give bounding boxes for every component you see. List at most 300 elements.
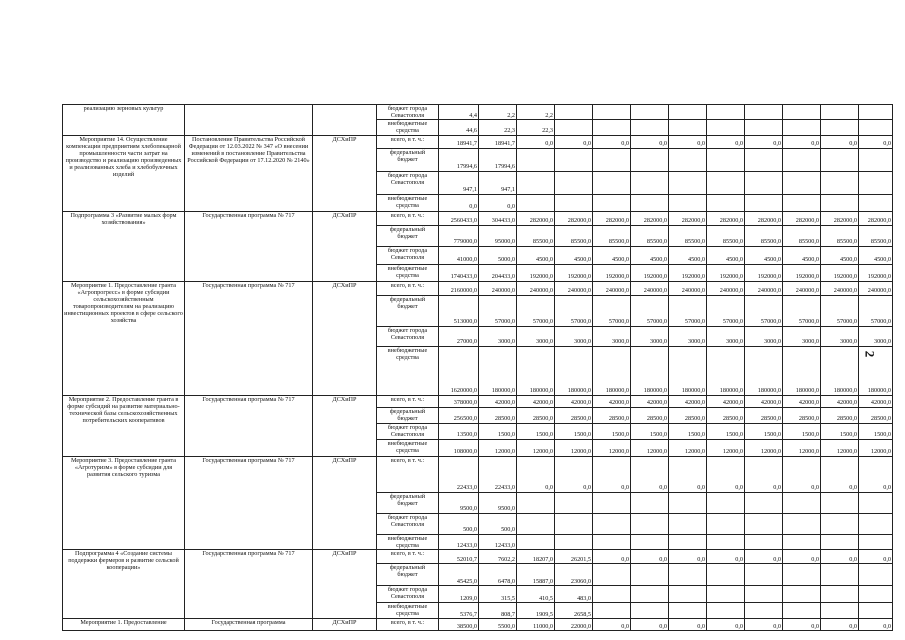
value-cell <box>555 194 593 211</box>
value-cell: 2658,5 <box>555 602 593 618</box>
value-cell: 240000,0 <box>745 281 783 295</box>
value-cell <box>555 148 593 171</box>
value-cell: 947,1 <box>439 171 479 194</box>
value-cell <box>593 602 631 618</box>
value-cell: 282000,0 <box>555 211 593 225</box>
value-cell: 0,0 <box>631 618 669 630</box>
value-cell: 240000,0 <box>669 281 707 295</box>
value-cell: 15887,0 <box>517 563 555 585</box>
value-cell <box>631 120 669 135</box>
value-cell <box>821 602 859 618</box>
value-cell: 282000,0 <box>783 211 821 225</box>
value-cell <box>745 120 783 135</box>
value-cell: 240000,0 <box>707 281 745 295</box>
value-cell: 108000,0 <box>439 439 479 456</box>
value-cell: 12000,0 <box>821 439 859 456</box>
value-cell: 12000,0 <box>631 439 669 456</box>
value-cell: 192000,0 <box>555 264 593 281</box>
value-cell: 42000,0 <box>821 395 859 407</box>
value-cell: 57000,0 <box>555 295 593 326</box>
value-cell: 947,1 <box>479 171 517 194</box>
value-cell <box>707 148 745 171</box>
value-cell: 0,0 <box>669 549 707 563</box>
source-cell: внебюджетные средства <box>377 194 439 211</box>
value-cell: 28500,0 <box>669 407 707 423</box>
value-cell <box>783 602 821 618</box>
value-cell <box>745 585 783 602</box>
activity-cell: реализацию зерновых культур <box>63 105 185 136</box>
executor-cell <box>313 105 377 136</box>
value-cell: 13500,0 <box>439 423 479 439</box>
value-cell: 0,0 <box>783 549 821 563</box>
value-cell: 180000,0 <box>783 346 821 395</box>
value-cell <box>707 563 745 585</box>
value-cell: 1500,0 <box>631 423 669 439</box>
value-cell <box>631 171 669 194</box>
value-cell: 0,0 <box>593 135 631 148</box>
activity-cell: Мероприятие 14. Осуществление компенсации предприятиям хлебопекарной промышленности части затрат на производство и реализацию произведенных и реализованных хлеба и хлебобулочных изделий <box>63 135 185 211</box>
value-cell: 4500,0 <box>555 246 593 264</box>
value-cell: 0,0 <box>745 456 783 492</box>
value-cell: 85500,0 <box>669 225 707 246</box>
value-cell: 42000,0 <box>593 395 631 407</box>
source-cell: внебюджетные средства <box>377 264 439 281</box>
value-cell: 0,0 <box>821 135 859 148</box>
value-cell: 4500,0 <box>821 246 859 264</box>
basis-cell: Постановление Правительства Российской Федерации от 12.03.2022 № 347 «О внесении изменений в постановление Правительства Российской Федерации от 17.12.2020 № 2140» <box>185 135 313 211</box>
basis-cell: Государственная программа № 717 <box>185 456 313 549</box>
value-cell: 0,0 <box>669 618 707 630</box>
value-cell: 42000,0 <box>555 395 593 407</box>
source-cell: федеральный бюджет <box>377 492 439 513</box>
value-cell <box>745 534 783 549</box>
value-cell <box>783 585 821 602</box>
value-cell: 9500,0 <box>439 492 479 513</box>
value-cell: 42000,0 <box>859 395 893 407</box>
value-cell: 240000,0 <box>555 281 593 295</box>
value-cell <box>669 171 707 194</box>
value-cell: 0,0 <box>707 549 745 563</box>
value-cell <box>745 513 783 534</box>
value-cell <box>821 120 859 135</box>
value-cell: 0,0 <box>821 618 859 630</box>
value-cell: 22433,0 <box>479 456 517 492</box>
basis-cell: Государственная программа <box>185 618 313 630</box>
value-cell: 85500,0 <box>821 225 859 246</box>
value-cell: 1500,0 <box>745 423 783 439</box>
value-cell: 180000,0 <box>593 346 631 395</box>
value-cell <box>783 148 821 171</box>
activity-cell: Подпрограмма 4 «Создание системы поддержки фермеров и развитие сельской кооперации» <box>63 549 185 618</box>
value-cell: 0,0 <box>669 135 707 148</box>
value-cell: 95000,0 <box>479 225 517 246</box>
value-cell: 0,0 <box>783 135 821 148</box>
value-cell: 240000,0 <box>479 281 517 295</box>
table-row <box>63 395 893 407</box>
value-cell: 240000,0 <box>859 281 893 295</box>
value-cell: 378000,0 <box>439 395 479 407</box>
value-cell: 57000,0 <box>783 295 821 326</box>
value-cell: 57000,0 <box>707 295 745 326</box>
value-cell: 500,0 <box>439 513 479 534</box>
value-cell <box>593 120 631 135</box>
value-cell: 0,0 <box>821 549 859 563</box>
value-cell: 192000,0 <box>517 264 555 281</box>
value-cell: 5000,0 <box>479 246 517 264</box>
value-cell <box>593 534 631 549</box>
value-cell <box>783 194 821 211</box>
source-cell: бюджет города Севастополя <box>377 105 439 120</box>
table-row <box>63 456 893 492</box>
value-cell <box>859 120 893 135</box>
value-cell <box>783 492 821 513</box>
value-cell: 28500,0 <box>745 407 783 423</box>
value-cell: 256500,0 <box>439 407 479 423</box>
value-cell <box>669 492 707 513</box>
value-cell: 192000,0 <box>783 264 821 281</box>
executor-cell: ДСХиПР <box>313 395 377 456</box>
value-cell: 28500,0 <box>631 407 669 423</box>
value-cell <box>669 534 707 549</box>
value-cell <box>517 534 555 549</box>
value-cell <box>631 563 669 585</box>
value-cell: 282000,0 <box>745 211 783 225</box>
value-cell: 0,0 <box>593 549 631 563</box>
value-cell: 85500,0 <box>593 225 631 246</box>
value-cell: 204433,0 <box>479 264 517 281</box>
value-cell: 9500,0 <box>479 492 517 513</box>
value-cell: 57000,0 <box>631 295 669 326</box>
value-cell <box>555 120 593 135</box>
value-cell: 57000,0 <box>593 295 631 326</box>
budget-table <box>62 104 893 631</box>
value-cell: 1209,0 <box>439 585 479 602</box>
value-cell: 4500,0 <box>859 246 893 264</box>
value-cell: 0,0 <box>745 549 783 563</box>
value-cell: 57000,0 <box>517 295 555 326</box>
value-cell: 483,0 <box>555 585 593 602</box>
value-cell: 52010,7 <box>439 549 479 563</box>
value-cell: 282000,0 <box>707 211 745 225</box>
source-cell: бюджет города Севастополя <box>377 585 439 602</box>
value-cell: 28500,0 <box>859 407 893 423</box>
value-cell <box>631 194 669 211</box>
value-cell: 3000,0 <box>555 326 593 346</box>
value-cell: 304433,0 <box>479 211 517 225</box>
value-cell <box>707 171 745 194</box>
value-cell: 42000,0 <box>631 395 669 407</box>
value-cell: 11000,0 <box>517 618 555 630</box>
value-cell: 18941,7 <box>479 135 517 148</box>
value-cell <box>745 171 783 194</box>
value-cell: 18941,7 <box>439 135 479 148</box>
value-cell <box>707 120 745 135</box>
value-cell: 0,0 <box>859 549 893 563</box>
value-cell: 42000,0 <box>479 395 517 407</box>
value-cell: 22433,0 <box>439 456 479 492</box>
value-cell <box>859 585 893 602</box>
value-cell: 192000,0 <box>859 264 893 281</box>
source-cell: внебюджетные средства <box>377 439 439 456</box>
value-cell: 1500,0 <box>555 423 593 439</box>
value-cell: 57000,0 <box>479 295 517 326</box>
value-cell <box>859 194 893 211</box>
value-cell: 3000,0 <box>631 326 669 346</box>
source-cell: внебюджетные средства <box>377 602 439 618</box>
value-cell <box>859 148 893 171</box>
value-cell <box>631 492 669 513</box>
value-cell: 0,0 <box>479 194 517 211</box>
table-row <box>63 281 893 295</box>
value-cell: 0,0 <box>707 135 745 148</box>
value-cell: 57000,0 <box>669 295 707 326</box>
value-cell: 22,3 <box>517 120 555 135</box>
source-cell: внебюджетные средства <box>377 346 439 395</box>
value-cell: 192000,0 <box>707 264 745 281</box>
executor-cell: ДСХиПР <box>313 549 377 618</box>
value-cell: 1500,0 <box>669 423 707 439</box>
value-cell: 180000,0 <box>669 346 707 395</box>
value-cell: 1620000,0 <box>439 346 479 395</box>
value-cell: 808,7 <box>479 602 517 618</box>
source-cell: федеральный бюджет <box>377 225 439 246</box>
value-cell: 315,5 <box>479 585 517 602</box>
value-cell <box>555 171 593 194</box>
value-cell: 6478,0 <box>479 563 517 585</box>
value-cell: 3000,0 <box>745 326 783 346</box>
value-cell <box>783 534 821 549</box>
value-cell: 0,0 <box>707 618 745 630</box>
source-cell: всего, в т. ч.: <box>377 549 439 563</box>
value-cell <box>631 148 669 171</box>
value-cell: 85500,0 <box>517 225 555 246</box>
table-body <box>63 105 893 631</box>
value-cell: 282000,0 <box>593 211 631 225</box>
value-cell <box>859 171 893 194</box>
value-cell <box>669 194 707 211</box>
source-cell: всего, в т. ч.: <box>377 618 439 630</box>
value-cell <box>745 194 783 211</box>
value-cell <box>745 563 783 585</box>
value-cell <box>745 492 783 513</box>
source-cell: внебюджетные средства <box>377 534 439 549</box>
value-cell: 0,0 <box>669 456 707 492</box>
value-cell <box>707 105 745 120</box>
value-cell: 57000,0 <box>745 295 783 326</box>
value-cell: 180000,0 <box>745 346 783 395</box>
value-cell: 42000,0 <box>517 395 555 407</box>
value-cell: 4,4 <box>439 105 479 120</box>
value-cell: 12000,0 <box>745 439 783 456</box>
value-cell: 3000,0 <box>783 326 821 346</box>
value-cell: 28500,0 <box>593 407 631 423</box>
value-cell <box>745 148 783 171</box>
value-cell: 1909,5 <box>517 602 555 618</box>
value-cell: 4500,0 <box>517 246 555 264</box>
value-cell: 4500,0 <box>631 246 669 264</box>
value-cell <box>821 492 859 513</box>
value-cell <box>555 492 593 513</box>
value-cell <box>783 105 821 120</box>
page-number: 2 <box>862 350 878 358</box>
source-cell: бюджет города Севастополя <box>377 246 439 264</box>
value-cell <box>631 534 669 549</box>
value-cell <box>593 148 631 171</box>
value-cell <box>745 602 783 618</box>
table-row <box>63 549 893 563</box>
value-cell: 4500,0 <box>783 246 821 264</box>
value-cell <box>821 171 859 194</box>
value-cell <box>859 563 893 585</box>
value-cell: 85500,0 <box>555 225 593 246</box>
basis-cell: Государственная программа № 717 <box>185 211 313 281</box>
value-cell <box>821 148 859 171</box>
value-cell: 44,6 <box>439 120 479 135</box>
value-cell <box>821 563 859 585</box>
value-cell <box>821 534 859 549</box>
value-cell: 0,0 <box>783 456 821 492</box>
value-cell: 3000,0 <box>593 326 631 346</box>
value-cell: 28500,0 <box>479 407 517 423</box>
source-cell: федеральный бюджет <box>377 407 439 423</box>
value-cell: 17994,6 <box>439 148 479 171</box>
value-cell <box>745 105 783 120</box>
value-cell: 5500,0 <box>479 618 517 630</box>
value-cell <box>707 513 745 534</box>
value-cell: 0,0 <box>593 618 631 630</box>
value-cell <box>821 105 859 120</box>
source-cell: бюджет города Севастополя <box>377 171 439 194</box>
value-cell <box>517 194 555 211</box>
value-cell <box>593 585 631 602</box>
source-cell: бюджет города Севастополя <box>377 423 439 439</box>
value-cell <box>783 513 821 534</box>
value-cell: 180000,0 <box>859 346 893 395</box>
value-cell: 0,0 <box>859 618 893 630</box>
value-cell <box>707 492 745 513</box>
value-cell: 28500,0 <box>517 407 555 423</box>
value-cell: 240000,0 <box>593 281 631 295</box>
value-cell: 192000,0 <box>669 264 707 281</box>
value-cell: 42000,0 <box>745 395 783 407</box>
value-cell: 12000,0 <box>707 439 745 456</box>
value-cell <box>593 563 631 585</box>
value-cell: 4500,0 <box>593 246 631 264</box>
value-cell: 12000,0 <box>479 439 517 456</box>
value-cell: 1500,0 <box>517 423 555 439</box>
value-cell <box>517 148 555 171</box>
value-cell: 22,3 <box>479 120 517 135</box>
value-cell: 26201,5 <box>555 549 593 563</box>
value-cell: 1500,0 <box>593 423 631 439</box>
value-cell: 12000,0 <box>593 439 631 456</box>
value-cell: 12000,0 <box>669 439 707 456</box>
source-cell: всего, в т. ч.: <box>377 281 439 295</box>
value-cell <box>631 602 669 618</box>
executor-cell: ДСХиПР <box>313 135 377 211</box>
activity-cell: Подпрограмма 3 «Развитие малых форм хозяйствования» <box>63 211 185 281</box>
source-cell: федеральный бюджет <box>377 295 439 326</box>
value-cell: 3000,0 <box>707 326 745 346</box>
value-cell <box>859 513 893 534</box>
value-cell <box>593 194 631 211</box>
value-cell: 17994,6 <box>479 148 517 171</box>
value-cell: 282000,0 <box>517 211 555 225</box>
value-cell: 192000,0 <box>631 264 669 281</box>
value-cell <box>517 171 555 194</box>
value-cell: 0,0 <box>631 549 669 563</box>
value-cell: 41000,0 <box>439 246 479 264</box>
value-cell <box>669 513 707 534</box>
value-cell: 1500,0 <box>821 423 859 439</box>
source-cell: федеральный бюджет <box>377 148 439 171</box>
value-cell: 27000,0 <box>439 326 479 346</box>
value-cell: 180000,0 <box>821 346 859 395</box>
value-cell: 45425,0 <box>439 563 479 585</box>
value-cell: 4500,0 <box>707 246 745 264</box>
value-cell: 0,0 <box>555 135 593 148</box>
value-cell: 0,0 <box>631 135 669 148</box>
value-cell: 85500,0 <box>745 225 783 246</box>
basis-cell: Государственная программа № 717 <box>185 281 313 395</box>
value-cell <box>593 492 631 513</box>
value-cell: 282000,0 <box>669 211 707 225</box>
value-cell: 192000,0 <box>745 264 783 281</box>
value-cell <box>631 513 669 534</box>
value-cell <box>631 105 669 120</box>
value-cell <box>631 585 669 602</box>
basis-cell: Государственная программа № 717 <box>185 395 313 456</box>
value-cell: 12000,0 <box>517 439 555 456</box>
executor-cell: ДСХиПР <box>313 281 377 395</box>
value-cell <box>707 585 745 602</box>
value-cell: 3000,0 <box>479 326 517 346</box>
value-cell <box>707 602 745 618</box>
value-cell: 3000,0 <box>517 326 555 346</box>
activity-cell: Мероприятие 1. Предоставление <box>63 618 185 630</box>
value-cell: 18207,0 <box>517 549 555 563</box>
activity-cell: Мероприятие 2. Предоставление гранта в форме субсидий на развитие материально- технической базы сельскохозяйственных потребительских кооперативов <box>63 395 185 456</box>
value-cell: 85500,0 <box>859 225 893 246</box>
value-cell: 38500,0 <box>439 618 479 630</box>
value-cell <box>859 534 893 549</box>
table-row <box>63 105 893 120</box>
value-cell: 282000,0 <box>821 211 859 225</box>
value-cell: 180000,0 <box>631 346 669 395</box>
value-cell: 12000,0 <box>555 439 593 456</box>
executor-cell: ДСХиПР <box>313 456 377 549</box>
value-cell: 4500,0 <box>669 246 707 264</box>
value-cell: 192000,0 <box>593 264 631 281</box>
value-cell: 0,0 <box>745 135 783 148</box>
value-cell <box>859 492 893 513</box>
value-cell <box>593 105 631 120</box>
value-cell <box>821 513 859 534</box>
value-cell: 513000,0 <box>439 295 479 326</box>
value-cell: 42000,0 <box>669 395 707 407</box>
value-cell: 2,2 <box>479 105 517 120</box>
value-cell: 12000,0 <box>859 439 893 456</box>
value-cell: 240000,0 <box>631 281 669 295</box>
value-cell: 180000,0 <box>555 346 593 395</box>
value-cell <box>669 602 707 618</box>
value-cell <box>517 492 555 513</box>
value-cell: 1500,0 <box>479 423 517 439</box>
value-cell: 192000,0 <box>821 264 859 281</box>
value-cell <box>669 105 707 120</box>
value-cell: 0,0 <box>593 456 631 492</box>
value-cell: 240000,0 <box>783 281 821 295</box>
